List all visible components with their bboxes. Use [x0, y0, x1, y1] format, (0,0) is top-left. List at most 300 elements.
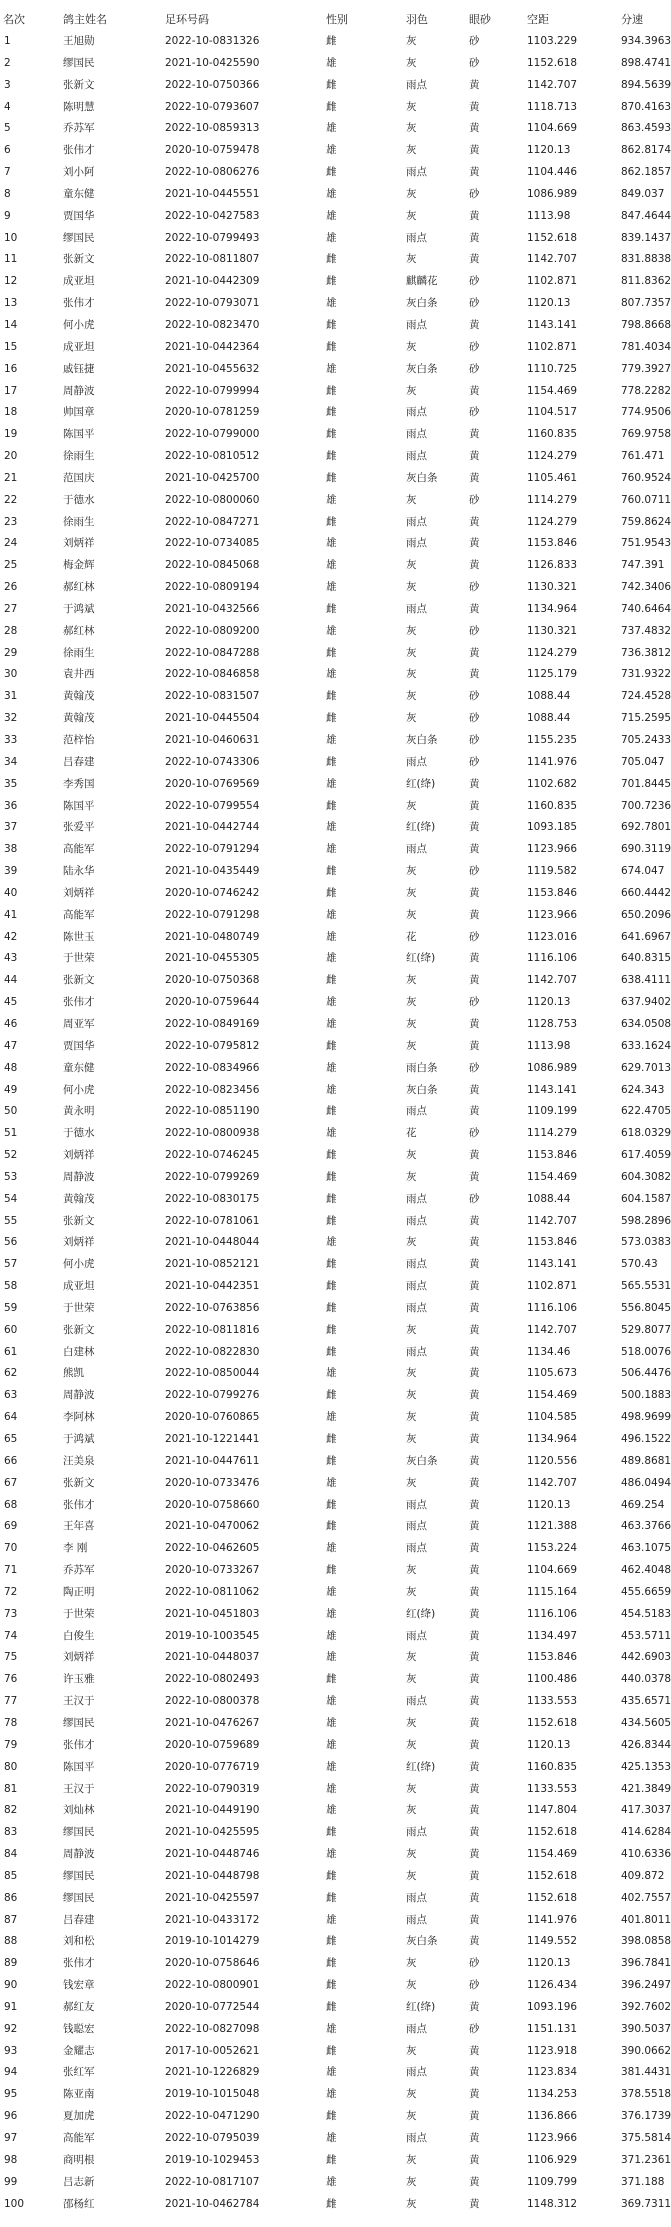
distance-cell: 1120.13	[527, 144, 571, 157]
speed-cell: 442.6903	[621, 1651, 671, 1664]
distance-cell: 1154.469	[527, 1170, 578, 1183]
sex-cell: 雄	[326, 2175, 337, 2188]
sex-cell: 雌	[326, 2110, 337, 2123]
eye-cell: 黄	[469, 1716, 480, 1729]
rank-cell: 82	[4, 1804, 18, 1817]
ring-cell: 2022-10-0799554	[165, 799, 260, 812]
distance-cell: 1142.707	[527, 1214, 578, 1227]
owner-cell: 张新文	[63, 974, 95, 987]
ring-cell: 2021-10-0480749	[165, 930, 260, 943]
sex-cell: 雄	[326, 1476, 337, 1489]
distance-cell: 1153.846	[527, 886, 578, 899]
table-row	[0, 1516, 671, 1538]
color-cell: 红(绛)	[406, 2000, 436, 2013]
owner-cell: 白俊生	[63, 1629, 95, 1642]
color-cell: 花	[406, 1127, 417, 1140]
color-cell: 雨点	[406, 428, 427, 441]
sex-cell: 雌	[326, 318, 337, 331]
eye-cell: 黄	[469, 1389, 480, 1402]
sex-cell: 雌	[326, 1869, 337, 1882]
color-cell: 雨点	[406, 1826, 427, 1839]
distance-cell: 1100.486	[527, 1673, 578, 1686]
owner-cell: 陈国平	[63, 1760, 95, 1773]
color-cell: 灰	[406, 2197, 417, 2210]
owner-cell: 贾国华	[63, 1039, 95, 1052]
ring-cell: 2022-10-0800060	[165, 493, 260, 506]
color-cell: 灰	[406, 253, 417, 266]
table-row	[0, 359, 671, 381]
owner-cell: 张爱平	[63, 821, 95, 834]
distance-cell: 1123.966	[527, 2132, 578, 2144]
header-owner: 鸽主姓名	[63, 13, 107, 26]
distance-cell: 1134.253	[527, 2088, 578, 2101]
distance-cell: 1102.871	[527, 1280, 578, 1293]
eye-cell: 黄	[469, 1039, 480, 1052]
distance-cell: 1141.976	[527, 755, 578, 768]
eye-cell: 黄	[469, 1149, 480, 1162]
rank-cell: 59	[4, 1301, 18, 1314]
color-cell: 灰	[406, 712, 417, 725]
header-rank: 名次	[3, 13, 25, 26]
rank-cell: 99	[4, 2175, 18, 2188]
rank-cell: 6	[4, 144, 11, 157]
ring-cell: 2021-10-0425595	[165, 1826, 260, 1839]
ring-cell: 2022-10-0831507	[165, 690, 260, 703]
owner-cell: 黄翰茂	[63, 1192, 95, 1205]
eye-cell: 黄	[469, 1520, 480, 1533]
color-cell: 雨点	[406, 755, 427, 768]
sex-cell: 雄	[326, 996, 337, 1009]
distance-cell: 1114.279	[527, 1127, 578, 1140]
distance-cell: 1152.618	[527, 1869, 578, 1882]
table-row	[0, 1691, 671, 1713]
distance-cell: 1152.618	[527, 231, 578, 244]
owner-cell: 缪国民	[63, 1826, 95, 1839]
table-row	[0, 1123, 671, 1145]
ring-cell: 2022-10-0791298	[165, 908, 260, 921]
color-cell: 灰	[406, 1804, 417, 1817]
distance-cell: 1160.835	[527, 1760, 578, 1773]
color-cell: 灰	[406, 1236, 417, 1249]
sex-cell: 雄	[326, 122, 337, 135]
rank-cell: 29	[4, 646, 18, 659]
ring-cell: 2021-10-0445551	[165, 187, 260, 200]
speed-cell: 778.2282	[621, 384, 671, 397]
table-row	[0, 162, 671, 184]
ring-cell: 2021-10-0476267	[165, 1716, 260, 1729]
owner-cell: 白建林	[63, 1345, 95, 1358]
speed-cell: 692.7801	[621, 821, 671, 834]
table-row	[0, 1320, 671, 1342]
sex-cell: 雌	[326, 1673, 337, 1686]
ring-cell: 2021-10-0448798	[165, 1869, 260, 1882]
owner-cell: 张红军	[63, 2066, 95, 2079]
eye-cell: 黄	[469, 2132, 480, 2144]
distance-cell: 1130.321	[527, 624, 578, 637]
table-row	[0, 948, 671, 970]
owner-cell: 陈明慧	[63, 100, 95, 113]
color-cell: 雨点	[406, 406, 427, 419]
rank-cell: 17	[4, 384, 18, 397]
eye-cell: 黄	[469, 799, 480, 812]
color-cell: 雨白条	[406, 1061, 438, 1074]
owner-cell: 缪国民	[63, 1891, 95, 1904]
eye-cell: 黄	[469, 428, 480, 441]
owner-cell: 周静波	[63, 1389, 95, 1402]
color-cell: 灰白条	[406, 1935, 438, 1948]
rank-cell: 25	[4, 559, 18, 572]
owner-cell: 帅国章	[63, 406, 95, 419]
owner-cell: 李阿林	[63, 1411, 95, 1424]
rank-cell: 95	[4, 2088, 18, 2101]
eye-cell: 黄	[469, 1935, 480, 1948]
ring-cell: 2022-10-0823470	[165, 318, 260, 331]
distance-cell: 1102.871	[527, 340, 578, 353]
distance-cell: 1120.13	[527, 297, 571, 310]
speed-cell: 760.9524	[621, 471, 671, 484]
eye-cell: 黄	[469, 1345, 480, 1358]
sex-cell: 雄	[326, 2132, 337, 2144]
table-row	[0, 271, 671, 293]
eye-cell: 黄	[469, 231, 480, 244]
table-row	[0, 315, 671, 337]
speed-cell: 634.0508	[621, 1017, 671, 1030]
speed-cell: 398.0858	[621, 1935, 671, 1948]
ring-cell: 2021-10-0448044	[165, 1236, 260, 1249]
table-row	[0, 708, 671, 730]
rank-cell: 78	[4, 1716, 18, 1729]
table-row	[0, 1713, 671, 1735]
distance-cell: 1126.833	[527, 559, 578, 572]
speed-cell: 747.391	[621, 559, 665, 572]
ring-cell: 2022-10-0790319	[165, 1782, 260, 1795]
eye-cell: 黄	[469, 1433, 480, 1445]
sex-cell: 雄	[326, 734, 337, 746]
ring-cell: 2022-10-0799000	[165, 428, 260, 441]
ring-cell: 2022-10-0827098	[165, 2022, 260, 2035]
speed-cell: 506.4476	[621, 1367, 671, 1380]
distance-cell: 1124.279	[527, 646, 578, 659]
owner-cell: 夏加虎	[63, 2110, 95, 2123]
ring-cell: 2020-10-0758646	[165, 1957, 260, 1970]
distance-cell: 1113.98	[527, 1039, 571, 1052]
rank-cell: 71	[4, 1564, 18, 1577]
sex-cell: 雄	[326, 581, 337, 594]
distance-cell: 1115.164	[527, 1585, 578, 1598]
ring-cell: 2021-10-0442351	[165, 1280, 260, 1293]
sex-cell: 雄	[326, 1017, 337, 1030]
rank-cell: 79	[4, 1738, 18, 1751]
eye-cell: 黄	[469, 886, 480, 899]
rank-cell: 74	[4, 1629, 18, 1642]
eye-cell: 黄	[469, 2044, 480, 2057]
distance-cell: 1134.964	[527, 602, 578, 615]
speed-cell: 640.8315	[621, 952, 671, 965]
ring-cell: 2021-10-0445504	[165, 712, 260, 725]
owner-cell: 王汉于	[63, 1695, 95, 1708]
distance-cell: 1152.618	[527, 1891, 578, 1904]
eye-cell: 砂	[469, 56, 480, 69]
rank-cell: 49	[4, 1083, 18, 1096]
rank-cell: 12	[4, 275, 18, 288]
eye-cell: 黄	[469, 1651, 480, 1664]
ring-cell: 2022-10-0793607	[165, 100, 260, 113]
ring-cell: 2021-10-0460631	[165, 734, 260, 746]
distance-cell: 1123.966	[527, 908, 578, 921]
distance-cell: 1102.871	[527, 275, 578, 288]
owner-cell: 张伟才	[63, 1738, 95, 1751]
speed-cell: 396.7841	[621, 1957, 671, 1970]
color-cell: 雨点	[406, 2132, 427, 2144]
color-cell: 雨点	[406, 1520, 427, 1533]
color-cell: 灰白条	[406, 1083, 438, 1096]
table-row	[0, 1582, 671, 1604]
speed-cell: 742.3406	[621, 581, 671, 594]
owner-cell: 范国庆	[63, 471, 95, 484]
ring-cell: 2022-10-0799276	[165, 1389, 260, 1402]
color-cell: 灰	[406, 1716, 417, 1729]
color-cell: 灰	[406, 1476, 417, 1489]
distance-cell: 1151.131	[527, 2022, 578, 2035]
color-cell: 灰	[406, 1979, 417, 1992]
color-cell: 灰白条	[406, 734, 438, 746]
sex-cell: 雄	[326, 843, 337, 856]
distance-cell: 1153.846	[527, 1236, 578, 1249]
color-cell: 灰	[406, 384, 417, 397]
rank-cell: 32	[4, 712, 18, 725]
owner-cell: 李 刚	[63, 1542, 88, 1555]
table-row	[0, 2194, 671, 2216]
ring-cell: 2022-10-0799994	[165, 384, 260, 397]
distance-cell: 1155.235	[527, 734, 578, 746]
color-cell: 雨点	[406, 1629, 427, 1642]
table-row	[0, 555, 665, 577]
eye-cell: 砂	[469, 581, 480, 594]
table-row	[0, 664, 671, 686]
owner-cell: 熊凯	[63, 1367, 84, 1380]
sex-cell: 雄	[326, 362, 337, 375]
rank-cell: 66	[4, 1454, 18, 1467]
rank-cell: 37	[4, 821, 18, 834]
speed-cell: 390.0662	[621, 2044, 671, 2057]
rank-cell: 68	[4, 1498, 18, 1511]
rank-cell: 5	[4, 122, 11, 135]
distance-cell: 1149.552	[527, 1935, 578, 1948]
speed-cell: 863.4593	[621, 122, 671, 135]
eye-cell: 黄	[469, 209, 480, 222]
eye-cell: 黄	[469, 2197, 480, 2210]
ring-cell: 2021-10-0442364	[165, 340, 260, 353]
distance-cell: 1153.224	[527, 1542, 578, 1555]
eye-cell: 黄	[469, 908, 480, 921]
ring-cell: 2022-10-0799493	[165, 231, 260, 244]
rank-cell: 98	[4, 2153, 18, 2166]
owner-cell: 汪美泉	[63, 1454, 95, 1467]
color-cell: 灰	[406, 886, 417, 899]
ring-cell: 2022-10-0743306	[165, 755, 260, 768]
sex-cell: 雄	[326, 1411, 337, 1424]
eye-cell: 砂	[469, 755, 480, 768]
header-distance: 空距	[527, 13, 549, 26]
sex-cell: 雌	[326, 1433, 337, 1445]
speed-cell: 417.3037	[621, 1804, 671, 1817]
color-cell: 雨点	[406, 1192, 427, 1205]
color-cell: 灰	[406, 2088, 417, 2101]
eye-cell: 砂	[469, 406, 480, 419]
table-row	[0, 1363, 671, 1385]
speed-cell: 462.4048	[621, 1564, 671, 1577]
speed-cell: 463.3766	[621, 1520, 671, 1533]
speed-cell: 396.2497	[621, 1979, 671, 1992]
speed-cell: 870.4163	[621, 100, 671, 113]
owner-cell: 张伟才	[63, 144, 95, 157]
sex-cell: 雌	[326, 1891, 337, 1904]
rank-cell: 91	[4, 2000, 18, 2013]
table-row	[0, 53, 671, 75]
color-cell: 雨点	[406, 1891, 427, 1904]
owner-cell: 于鸿斌	[63, 1433, 95, 1445]
rank-cell: 47	[4, 1039, 18, 1052]
speed-cell: 811.8362	[621, 275, 671, 288]
owner-cell: 黄永明	[63, 1105, 95, 1118]
distance-cell: 1141.976	[527, 1913, 578, 1926]
sex-cell: 雄	[326, 624, 337, 637]
distance-cell: 1104.517	[527, 406, 578, 419]
sex-cell: 雌	[326, 406, 337, 419]
owner-cell: 邵杨红	[63, 2197, 95, 2210]
rank-cell: 16	[4, 362, 18, 375]
speed-cell: 518.0076	[621, 1345, 671, 1358]
sex-cell: 雄	[326, 1695, 337, 1708]
sex-cell: 雌	[326, 1957, 337, 1970]
ring-cell: 2022-10-0799269	[165, 1170, 260, 1183]
eye-cell: 砂	[469, 996, 480, 1009]
rank-cell: 2	[4, 56, 11, 69]
owner-cell: 李秀国	[63, 777, 95, 790]
color-cell: 雨点	[406, 318, 427, 331]
speed-cell: 847.4644	[621, 209, 671, 222]
table-row	[0, 992, 671, 1014]
rank-cell: 97	[4, 2132, 18, 2144]
ring-cell: 2021-10-0451803	[165, 1607, 260, 1620]
speed-cell: 715.2595	[621, 712, 671, 725]
ring-cell: 2021-10-0442309	[165, 275, 260, 288]
color-cell: 雨点	[406, 1913, 427, 1926]
distance-cell: 1148.312	[527, 2197, 578, 2210]
table-row	[0, 402, 671, 424]
table-row	[0, 1800, 671, 1822]
sex-cell: 雌	[326, 166, 337, 179]
ring-cell: 2021-10-0852121	[165, 1258, 260, 1271]
owner-cell: 徐雨生	[63, 450, 95, 463]
speed-cell: 381.4431	[621, 2066, 671, 2079]
eye-cell: 黄	[469, 2175, 480, 2188]
sex-cell: 雄	[326, 493, 337, 506]
eye-cell: 砂	[469, 1957, 480, 1970]
sex-cell: 雌	[326, 253, 337, 266]
sex-cell: 雄	[326, 56, 337, 69]
distance-cell: 1086.989	[527, 187, 578, 200]
color-cell: 灰	[406, 974, 417, 987]
sex-cell: 雄	[326, 1913, 337, 1926]
sex-cell: 雌	[326, 1301, 337, 1314]
distance-cell: 1118.713	[527, 100, 578, 113]
sex-cell: 雌	[326, 100, 337, 113]
eye-cell: 黄	[469, 1848, 480, 1861]
distance-cell: 1152.618	[527, 1826, 578, 1839]
color-cell: 灰	[406, 122, 417, 135]
ring-cell: 2020-10-0733267	[165, 1564, 260, 1577]
eye-cell: 黄	[469, 471, 480, 484]
color-cell: 灰	[406, 187, 417, 200]
ring-cell: 2022-10-0817107	[165, 2175, 260, 2188]
rank-cell: 42	[4, 930, 18, 943]
color-cell: 灰	[406, 1039, 417, 1052]
ring-cell: 2022-10-0791294	[165, 843, 260, 856]
ring-cell: 2022-10-0847271	[165, 515, 260, 528]
rank-cell: 62	[4, 1367, 18, 1380]
table-row	[0, 1647, 671, 1669]
speed-cell: 798.8668	[621, 318, 671, 331]
color-cell: 雨点	[406, 1105, 427, 1118]
distance-cell: 1093.196	[527, 2000, 578, 2013]
distance-cell: 1160.835	[527, 428, 578, 441]
speed-cell: 641.6967	[621, 930, 671, 943]
owner-cell: 张伟才	[63, 1957, 95, 1970]
color-cell: 灰	[406, 493, 417, 506]
sex-cell: 雄	[326, 1716, 337, 1729]
table-row	[0, 381, 671, 403]
eye-cell: 黄	[469, 2153, 480, 2166]
owner-cell: 许玉雅	[63, 1673, 95, 1686]
speed-cell: 740.6464	[621, 602, 671, 615]
rank-cell: 19	[4, 428, 18, 441]
sex-cell: 雄	[326, 1127, 337, 1140]
table-row	[0, 1429, 671, 1451]
rank-cell: 48	[4, 1061, 18, 1074]
color-cell: 灰	[406, 1848, 417, 1861]
speed-cell: 700.7236	[621, 799, 671, 812]
eye-cell: 黄	[469, 515, 480, 528]
ring-cell: 2022-10-0750366	[165, 78, 260, 91]
rank-cell: 30	[4, 668, 18, 681]
rank-cell: 35	[4, 777, 18, 790]
table-row	[0, 468, 671, 490]
table-row	[0, 883, 671, 905]
eye-cell: 黄	[469, 1891, 480, 1904]
eye-cell: 黄	[469, 1170, 480, 1183]
ring-cell: 2022-10-0800938	[165, 1127, 260, 1140]
distance-cell: 1142.707	[527, 974, 578, 987]
table-row	[0, 1910, 671, 1932]
sex-cell: 雌	[326, 2197, 337, 2210]
speed-cell: 934.3963	[621, 35, 671, 47]
distance-cell: 1123.016	[527, 930, 578, 943]
speed-cell: 660.4442	[621, 886, 671, 899]
ring-cell: 2022-10-0830175	[165, 1192, 260, 1205]
color-cell: 灰	[406, 1389, 417, 1402]
sex-cell: 雌	[326, 712, 337, 725]
table-row	[0, 752, 665, 774]
distance-cell: 1134.46	[527, 1345, 571, 1358]
distance-cell: 1143.141	[527, 318, 578, 331]
eye-cell: 黄	[469, 1804, 480, 1817]
rank-cell: 58	[4, 1280, 18, 1293]
ring-cell: 2022-10-0746245	[165, 1149, 260, 1162]
sex-cell: 雌	[326, 275, 337, 288]
table-row	[0, 2106, 671, 2128]
owner-cell: 周静波	[63, 1848, 95, 1861]
